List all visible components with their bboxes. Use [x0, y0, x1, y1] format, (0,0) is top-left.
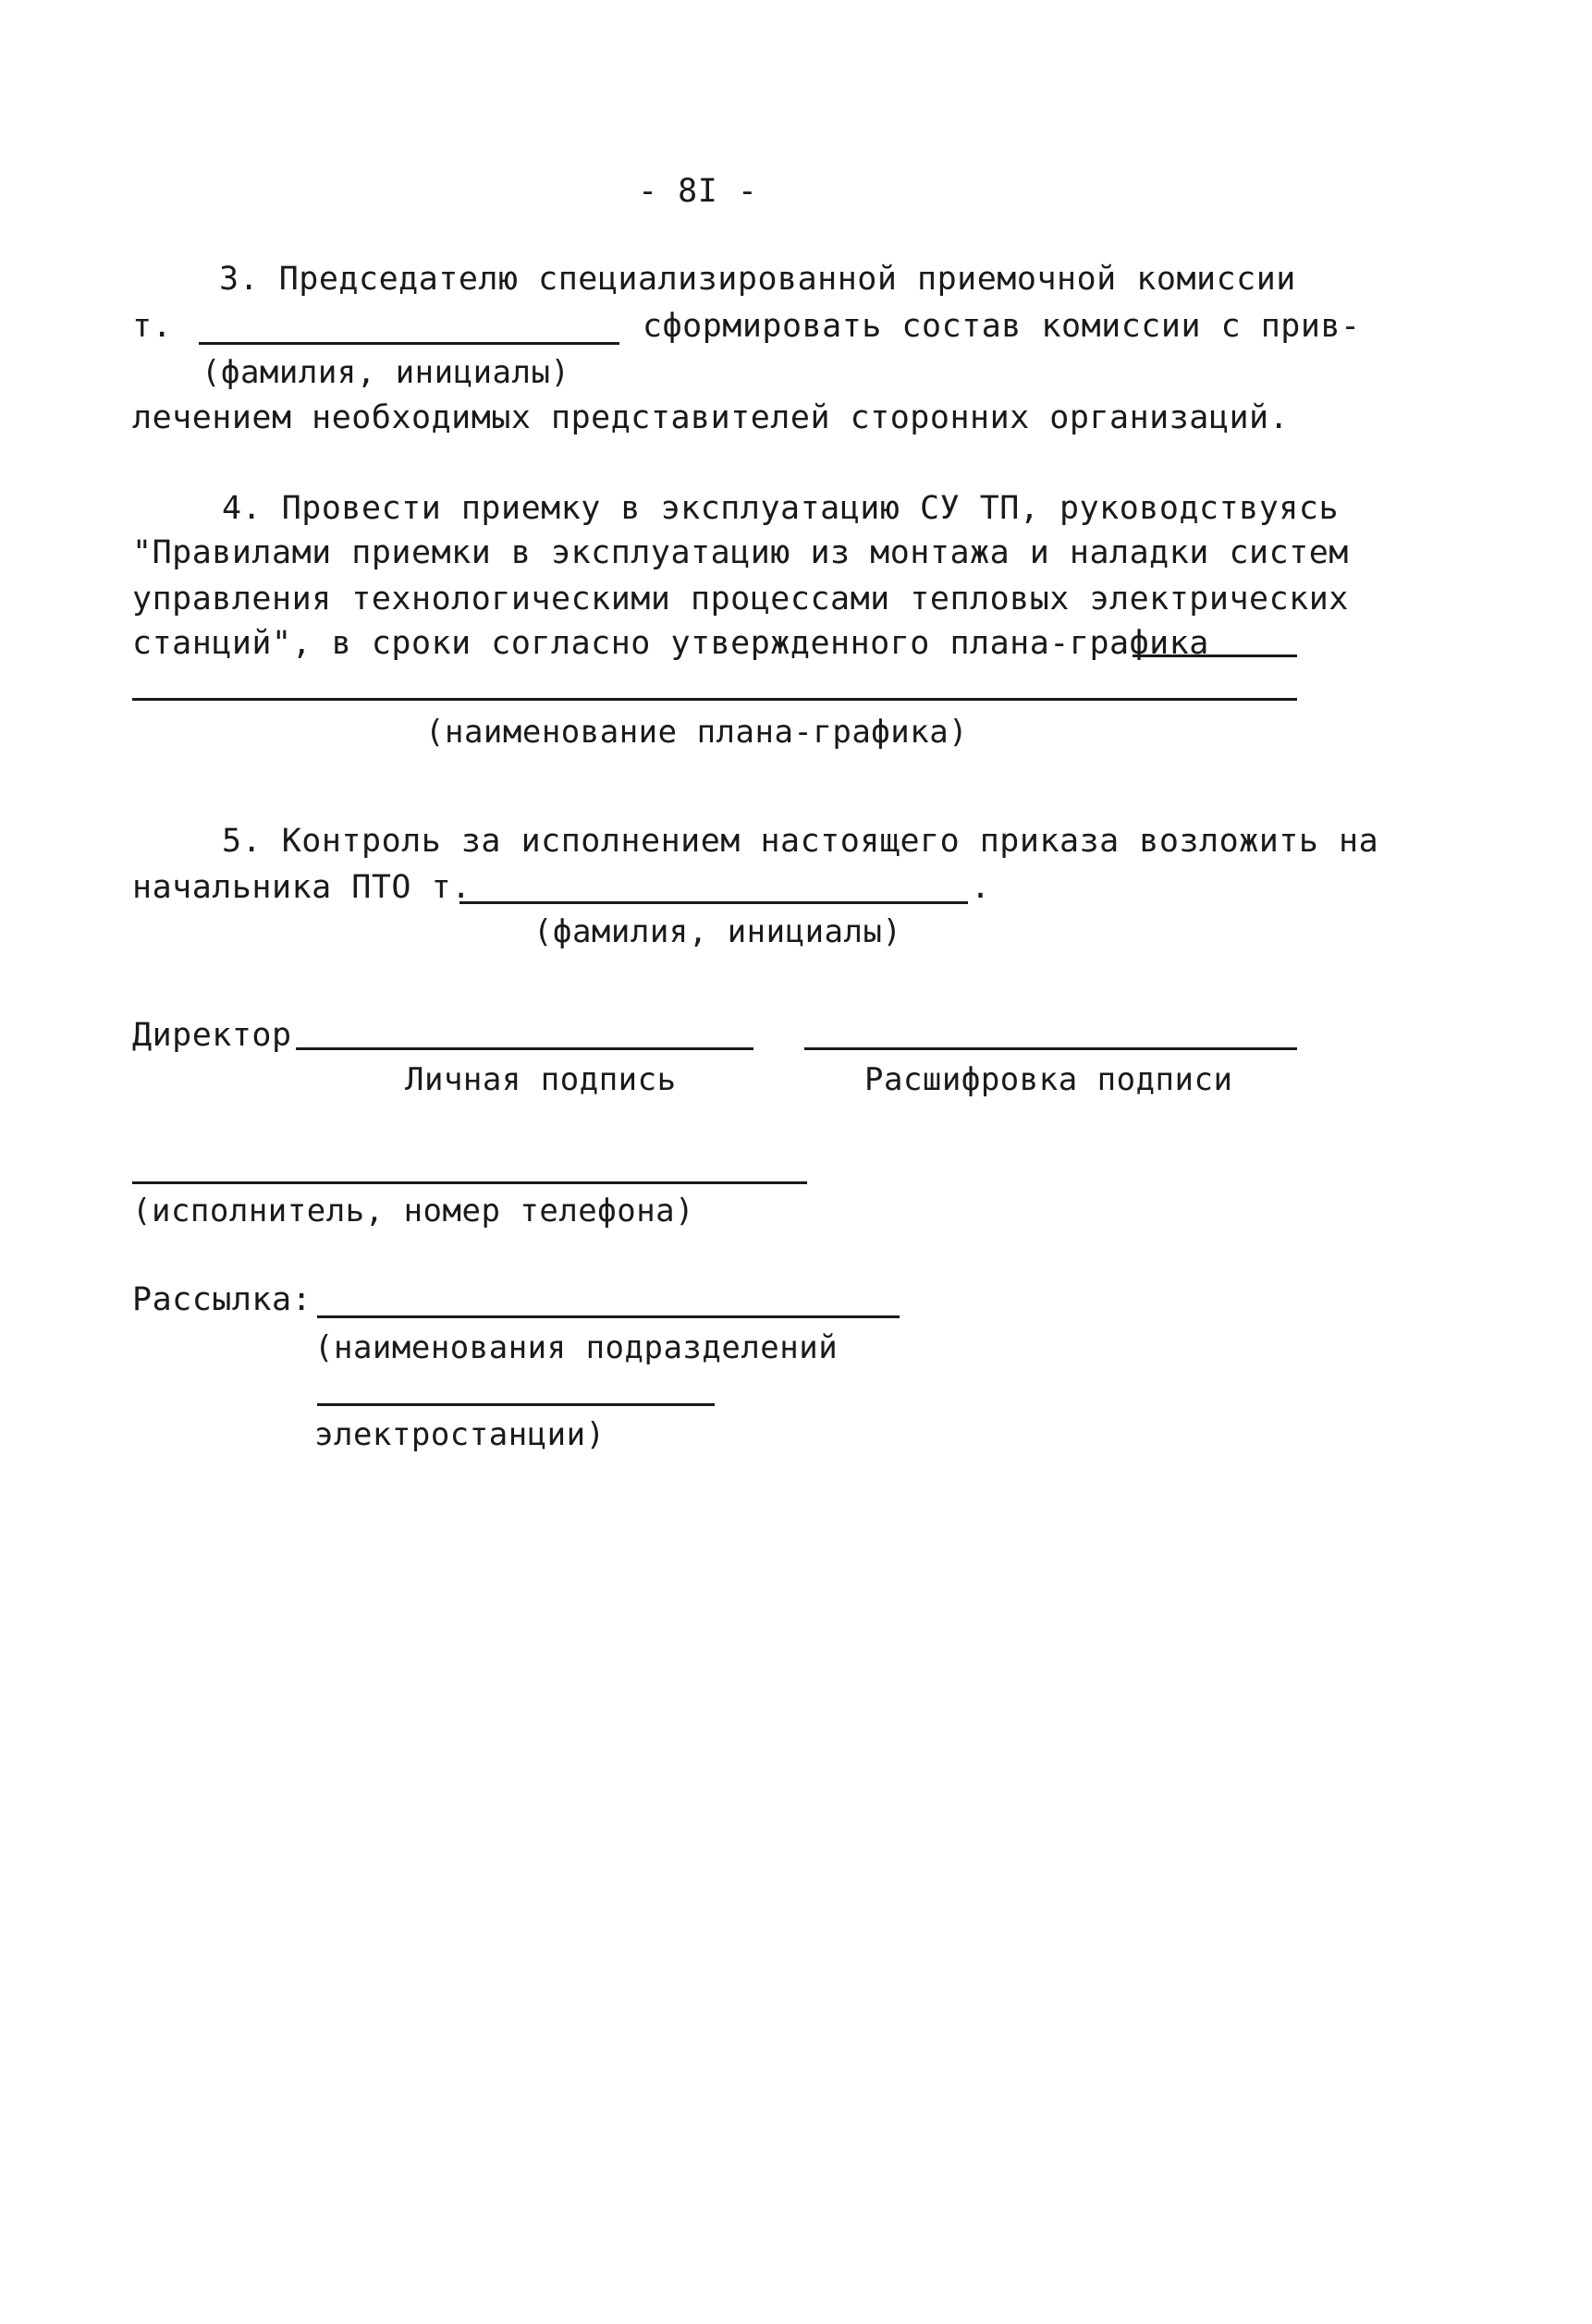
director-decoding-blank	[804, 1047, 1297, 1050]
item3-suffix: сформировать состав комиссии с прив-	[643, 308, 1361, 345]
item5-name-blank	[459, 901, 968, 904]
distribution-caption-2: электростанции)	[314, 1416, 606, 1453]
item4-caption: (наименование плана-графика)	[425, 714, 969, 751]
director-signature-caption: Личная подпись	[405, 1061, 677, 1098]
item3-line1: 3. Председателю специализированной приемочной комиссии	[219, 261, 1296, 298]
item5-caption: (фамилия, инициалы)	[533, 913, 902, 950]
executor-blank	[132, 1181, 807, 1184]
item4-line2: "Правилами приемки в эксплуатацию из монтажа и наладки систем	[132, 534, 1349, 571]
director-label: Директор	[132, 1017, 292, 1054]
item3-prefix: т.	[132, 308, 173, 345]
item4-schedule-blank-full	[132, 698, 1297, 701]
distribution-blank-2	[317, 1403, 715, 1406]
item5-line1: 5. Контроль за исполнением настоящего приказа возложить на	[222, 823, 1379, 860]
director-decoding-caption: Расшифровка подписи	[864, 1061, 1233, 1098]
executor-caption: (исполнитель, номер телефона)	[132, 1193, 695, 1229]
page-number: - 8I -	[638, 173, 758, 210]
item3-name-blank	[199, 342, 619, 345]
distribution-caption-1: (наименования подразделений	[314, 1329, 839, 1366]
distribution-blank	[317, 1315, 900, 1318]
item3-line3: лечением необходимых представителей сторонних организаций.	[132, 399, 1290, 436]
item4-line1: 4. Провести приемку в эксплуатацию СУ ТП, руководствуясь	[222, 490, 1340, 527]
item4-line3: управления технологическими процессами тепловых электрических	[132, 581, 1349, 618]
item4-schedule-blank	[1133, 654, 1297, 657]
distribution-label: Рассылка:	[132, 1281, 312, 1318]
item3-caption: (фамилия, инициалы)	[202, 354, 570, 391]
item5-period: .	[971, 869, 991, 906]
director-signature-blank	[296, 1047, 753, 1050]
item4-line4: станций", в сроки согласно утвержденного плана-графика	[132, 625, 1209, 662]
item5-prefix: начальника ПТО т.	[132, 869, 471, 906]
